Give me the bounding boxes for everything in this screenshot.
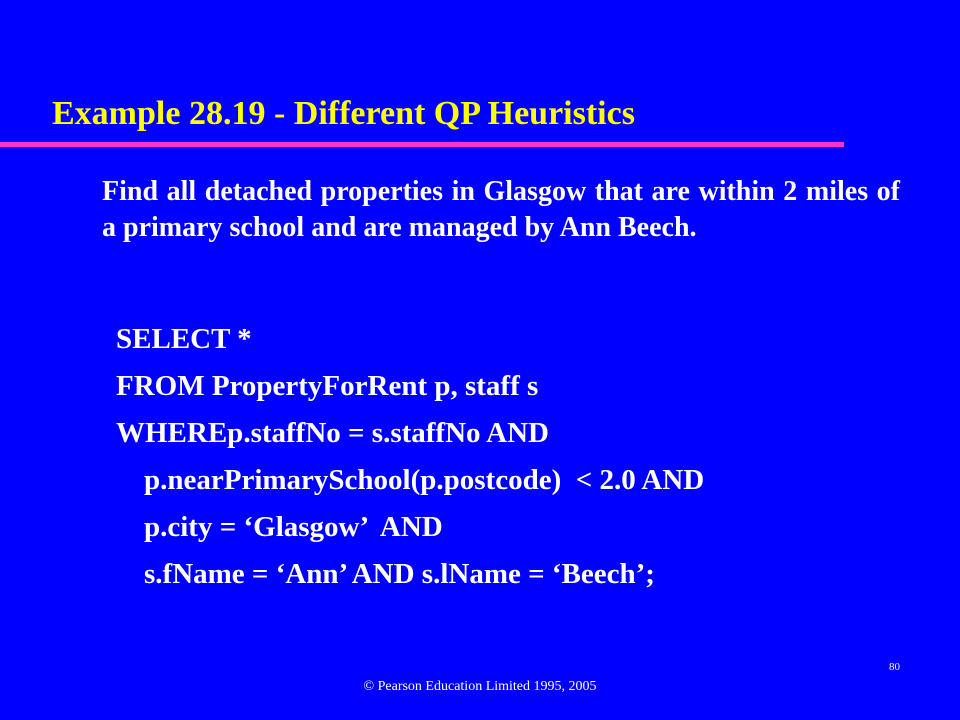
problem-statement: Find all detached properties in Glasgow that are within 2 miles of a primary school and are managed by Ann Beech. <box>102 176 900 243</box>
sql-condition-line: s.fName = ‘Ann’ AND s.lName = ‘Beech’; <box>144 558 655 590</box>
sql-select-line: SELECT * <box>116 323 252 355</box>
sql-where-line: WHEREp.staffNo = s.staffNo AND <box>116 417 550 449</box>
sql-condition-line: p.nearPrimarySchool(p.postcode) < 2.0 AND <box>144 464 705 496</box>
copyright-footer: © Pearson Education Limited 1995, 2005 <box>363 679 597 694</box>
sql-condition-line: p.city = ‘Glasgow’ AND <box>144 511 443 543</box>
sql-query <box>116 316 906 598</box>
title-underline <box>0 142 844 147</box>
slide-title: Example 28.19 - Different QP Heuristics <box>52 95 635 132</box>
sql-from-line: FROM PropertyForRent p, staff s <box>116 370 539 402</box>
page-number: 80 <box>889 661 900 673</box>
